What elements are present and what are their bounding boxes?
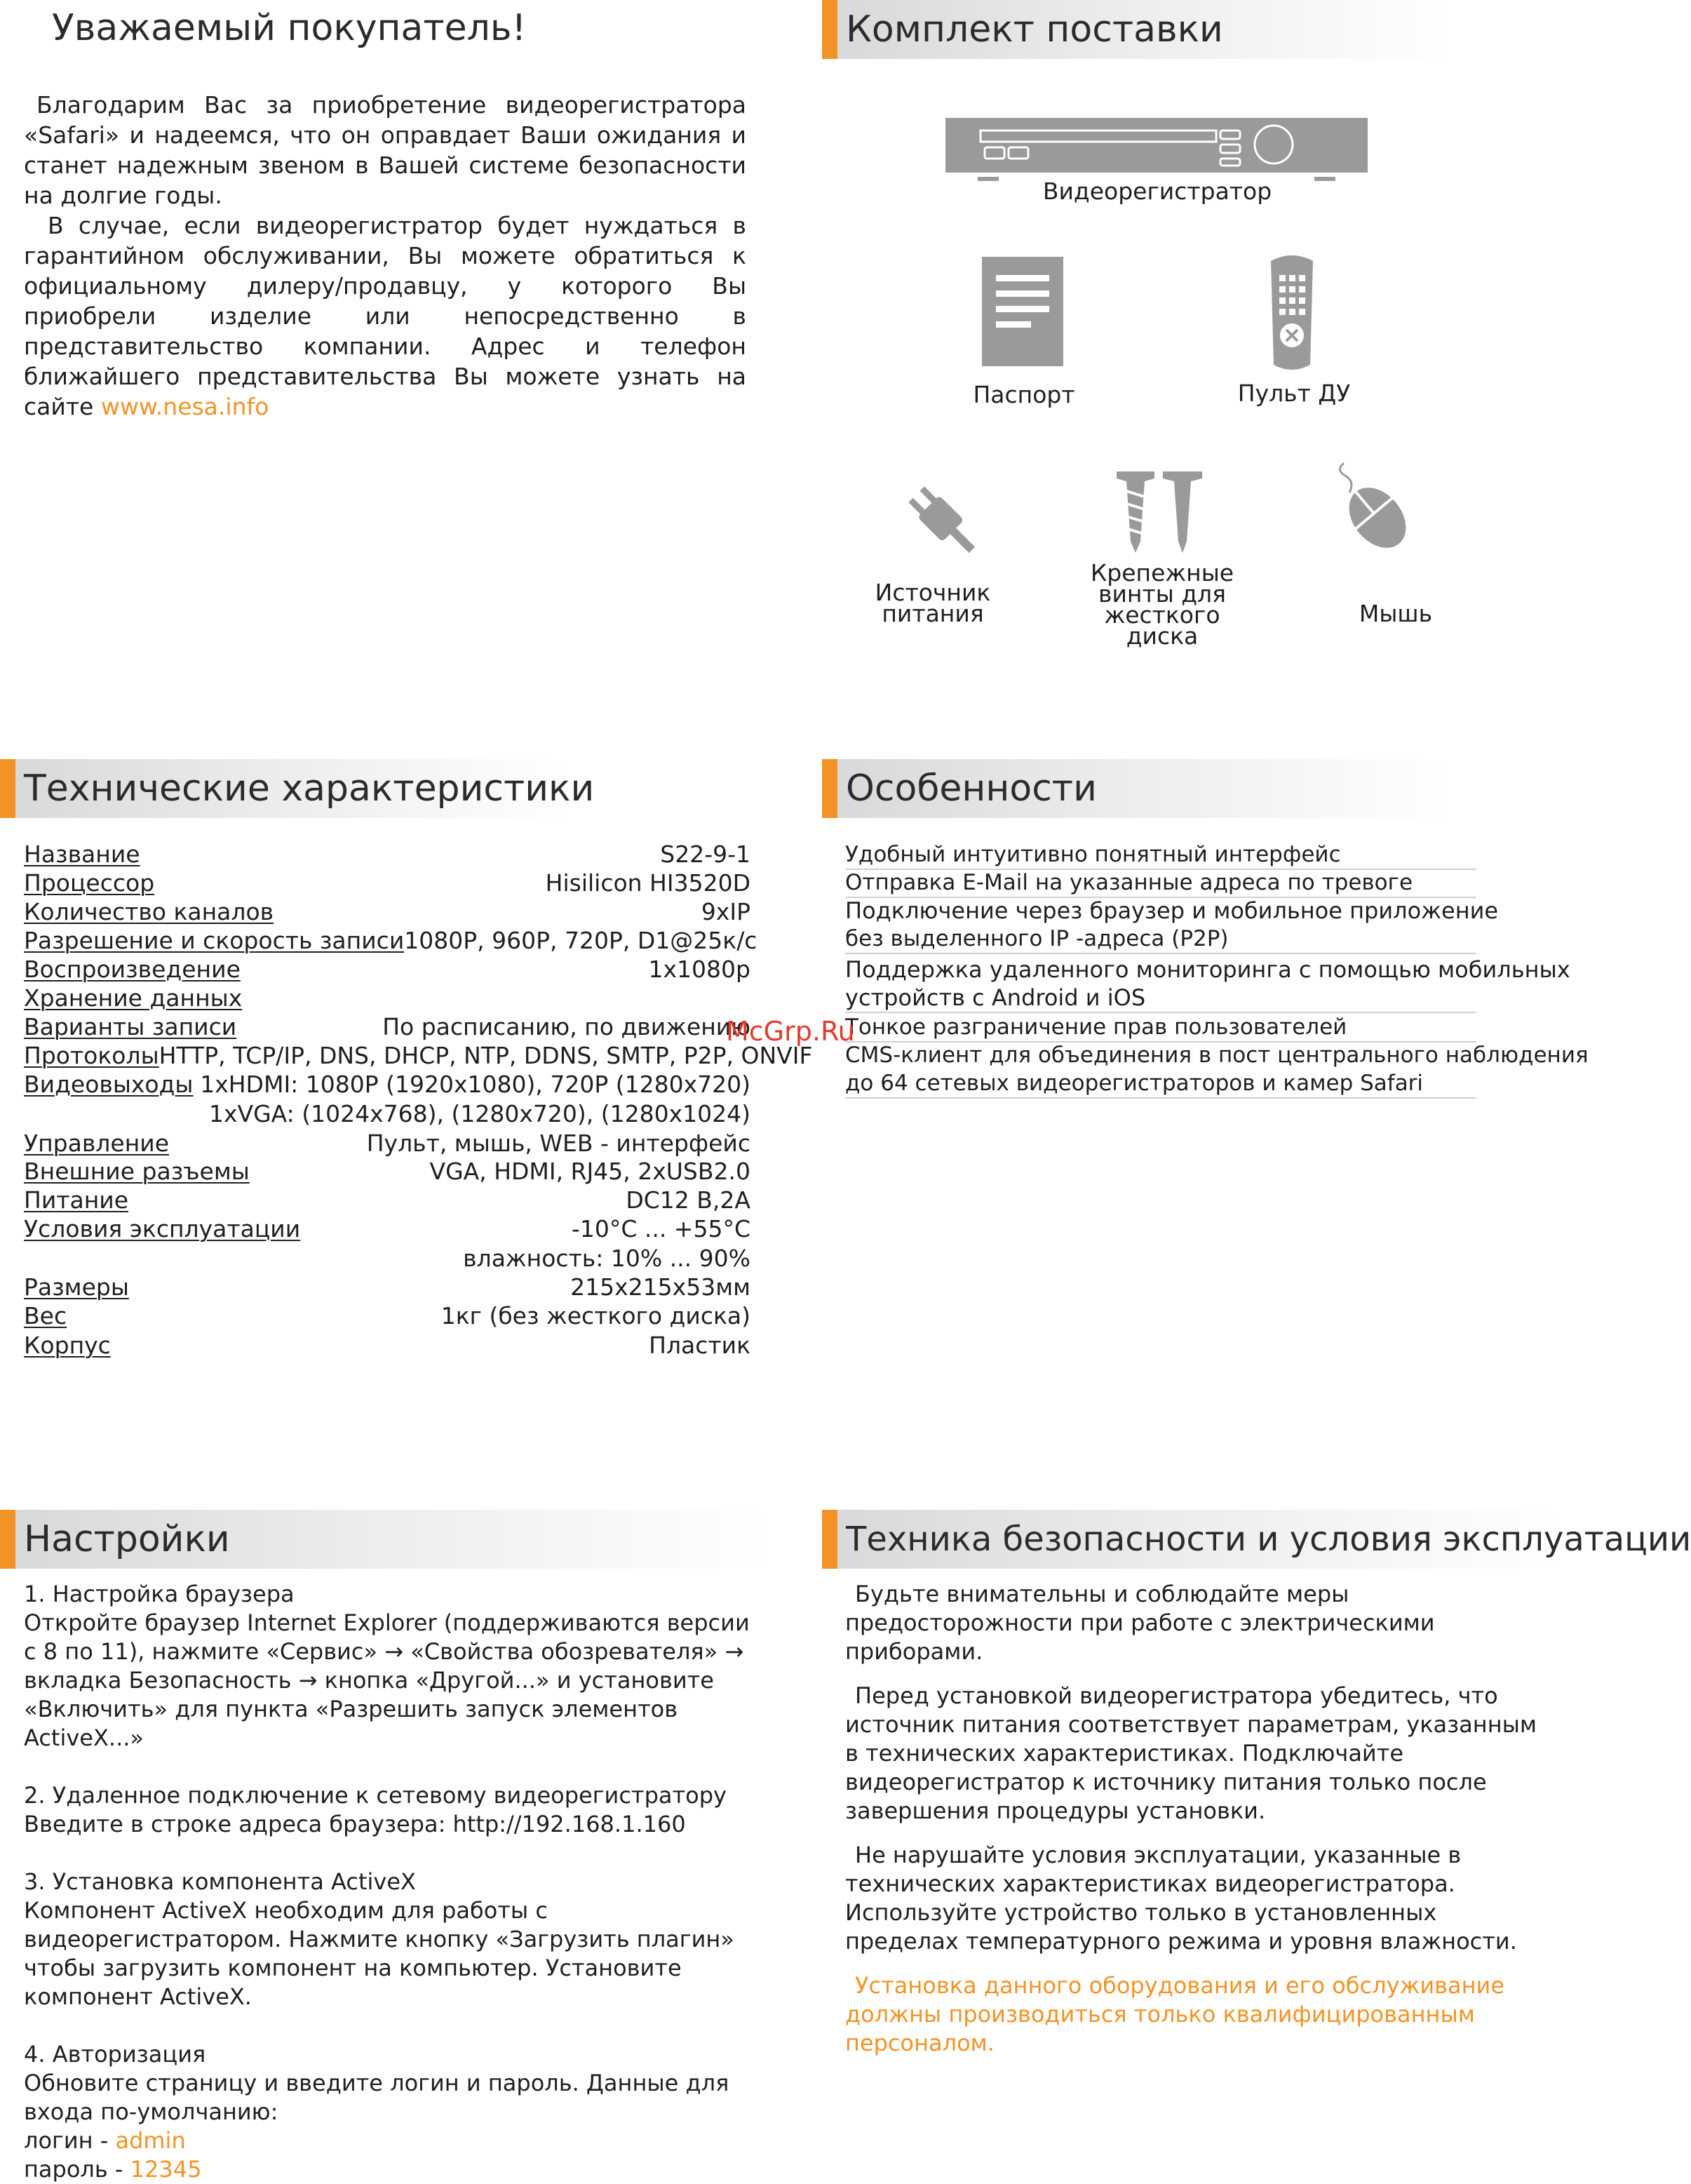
spec-label: Питание bbox=[24, 1186, 129, 1214]
spec-row bbox=[24, 984, 750, 1012]
kit-item-power-label: Источник питания bbox=[875, 579, 991, 627]
spec-label: Условия эксплуатации bbox=[24, 1215, 301, 1242]
safety-content bbox=[845, 1580, 1547, 2058]
feature-item: устройств с Android и iOS bbox=[845, 984, 1476, 1013]
feature-item: без выделенного IP -адреса (P2P) bbox=[845, 925, 1476, 954]
password-value: 12345 bbox=[130, 2156, 202, 2183]
spec-label: Управление bbox=[24, 1130, 170, 1157]
screws-icon bbox=[1114, 466, 1205, 557]
spec-value: 1xHDMI: 1080P (1920x1080), 720P (1280x720) bbox=[200, 1071, 750, 1098]
spec-row bbox=[24, 927, 757, 955]
spec-value: 215x215x53мм bbox=[570, 1273, 750, 1301]
feature-item: до 64 сетевых видеорегистраторов и камер Safari bbox=[845, 1069, 1476, 1099]
greeting-paragraph-2 bbox=[24, 210, 746, 422]
kit-item-remote-label: Пульт ДУ bbox=[1237, 380, 1351, 407]
spec-value: 1xVGA: (1024x768), (1280x720), (1280x1024) bbox=[209, 1100, 750, 1127]
spec-label: Протоколы bbox=[24, 1042, 159, 1069]
spec-row bbox=[24, 869, 750, 897]
spec-value: 9xIP bbox=[701, 898, 750, 925]
safety-heading: Техника безопасности и условия эксплуатации bbox=[822, 1510, 1565, 1569]
settings-step1-title: 1. Настройка браузера bbox=[24, 1581, 295, 1607]
spec-value: влажность: 10% ... 90% bbox=[463, 1245, 750, 1272]
feature-item: CMS-клиент для объединения в пост центрального наблюдения bbox=[845, 1043, 1589, 1068]
spec-label: Хранение данных bbox=[24, 984, 243, 1012]
login-line bbox=[24, 2126, 767, 2155]
spec-row bbox=[24, 1158, 750, 1186]
feature-item: Поддержка удаленного мониторинга с помощью мобильных bbox=[845, 956, 1570, 983]
settings-step1-text: Откройте браузер Internet Explorer (поддерживаются версии с 8 по 11), нажмите «Сервис» → «Свойства обозревателя» → вкладка Безопасность → кнопка «Другой...» и установите «Включить» для пункта «Разрешить запуск элементов ActiveX...» bbox=[24, 1609, 750, 1751]
spec-value: S22-9-1 bbox=[660, 840, 750, 868]
safety-paragraph-1: Будьте внимательны и соблюдайте меры предосторожности при работе с электрическими приборами. bbox=[845, 1581, 1435, 1665]
spec-value: Hisilicon HI3520D bbox=[545, 869, 750, 897]
spec-label: Видеовыходы bbox=[24, 1071, 194, 1098]
kit-item-passport-label: Паспорт bbox=[973, 381, 1075, 408]
spec-row bbox=[24, 1273, 750, 1301]
spec-value: -10°C ... +55°C bbox=[571, 1215, 750, 1242]
kit-heading: Комплект поставки bbox=[822, 0, 1453, 59]
spec-row bbox=[24, 1215, 750, 1243]
power-plug-icon bbox=[902, 480, 981, 561]
spec-label: Количество каналов bbox=[24, 898, 274, 925]
greeting-paragraph-1: Благодарим Вас за приобретение видеорегистратора «Safari» и надеемся, что он оправдает Ваши ожидания и станет надежным звеном в Вашей системе безопасности на долгие годы. bbox=[24, 91, 746, 209]
settings-step2-title: 2. Удаленное подключение к сетевому видеорегистратору bbox=[24, 1782, 727, 1809]
settings-step2-text: Введите в строке адреса браузера: http://192.168.1.160 bbox=[24, 1811, 686, 1837]
spec-row bbox=[24, 1302, 750, 1330]
greeting-text bbox=[24, 90, 746, 422]
spec-row bbox=[24, 956, 750, 984]
kit-item-screws-label: Крепежные винты для жесткого диска bbox=[1090, 559, 1234, 650]
spec-value: 1x1080p bbox=[648, 956, 750, 983]
feature-item: Тонкое разграничение прав пользователей bbox=[845, 1013, 1476, 1043]
spec-value: По расписанию, по движению bbox=[382, 1013, 750, 1040]
login-value: admin bbox=[115, 2127, 186, 2154]
safety-paragraph-4: Установка данного оборудования и его обслуживание должны производиться только квалифицированным персоналом. bbox=[845, 1972, 1504, 2056]
spec-label: Варианты записи bbox=[24, 1013, 237, 1040]
spec-label: Воспроизведение bbox=[24, 956, 241, 983]
spec-row bbox=[24, 840, 750, 869]
recorder-icon bbox=[945, 118, 1368, 184]
remote-icon bbox=[1268, 254, 1316, 375]
spec-label: Название bbox=[24, 840, 140, 868]
mouse-icon bbox=[1334, 460, 1415, 558]
spec-label: Размеры bbox=[24, 1273, 129, 1301]
feature-item: Удобный интуитивно понятный интерфейс bbox=[845, 840, 1476, 870]
spec-label: Процессор bbox=[24, 869, 155, 897]
feature-item: Подключение через браузер и мобильное приложение bbox=[845, 897, 1499, 924]
greeting-paragraph-2-text: В случае, если видеорегистратор будет нуждаться в гарантийном обслуживании, Вы можете обратиться к официальному дилеру/продавцу, у которого Вы приобрели изделие или непосредственно в представительство компании. Адрес и телефон ближайшего представительства Вы можете узнать на сайте bbox=[24, 212, 746, 420]
spec-row bbox=[24, 1042, 813, 1070]
spec-row bbox=[24, 1100, 750, 1128]
spec-value: Пластик bbox=[649, 1332, 750, 1359]
spec-value: 1кг (без жесткого диска) bbox=[440, 1302, 750, 1329]
password-line bbox=[24, 2155, 767, 2184]
spec-value: Пульт, мышь, WEB - интерфейс bbox=[366, 1130, 750, 1157]
passport-icon bbox=[982, 257, 1063, 369]
settings-step4-title: 4. Авторизация bbox=[24, 2041, 206, 2068]
specs-heading: Технические характеристики bbox=[0, 759, 575, 818]
greeting-title: Уважаемый покупатель! bbox=[52, 7, 527, 49]
spec-label: Разрешение и скорость записи bbox=[24, 927, 405, 954]
spec-value: 1080P, 960P, 720P, D1@25к/с bbox=[404, 927, 757, 954]
settings-step3-text: Компонент ActiveX необходим для работы с видеорегистратором. Нажмите кнопку «Загрузить плагин» чтобы загрузить компонент на компьютер. Установите компонент ActiveX. bbox=[24, 1897, 734, 2010]
spec-label: Корпус bbox=[24, 1332, 111, 1359]
spec-row bbox=[24, 1186, 750, 1214]
settings-step4-text: Обновите страницу и введите логин и пароль. Данные для входа по-умолчанию: bbox=[24, 2070, 729, 2125]
spec-value: VGA, HDMI, RJ45, 2xUSB2.0 bbox=[429, 1158, 750, 1185]
spec-row bbox=[24, 1332, 750, 1360]
spec-row bbox=[24, 1013, 750, 1041]
spec-row bbox=[24, 1130, 750, 1158]
spec-value: HTTP, TCP/IP, DNS, DHCP, NTP, DDNS, SMTP, P2P, ONVIF bbox=[159, 1042, 813, 1069]
watermark: McGrp.Ru bbox=[726, 1016, 855, 1047]
spec-row bbox=[24, 1245, 750, 1273]
feature-item: Отправка E-Mail на указанные адреса по тревоге bbox=[845, 869, 1476, 898]
spec-value: DC12 В,2А bbox=[626, 1186, 750, 1214]
settings-heading: Настройки bbox=[0, 1510, 772, 1569]
kit-item-recorder-label: Видеорегистратор bbox=[1042, 177, 1272, 205]
password-label: пароль - bbox=[24, 2156, 130, 2183]
website-link[interactable]: www.nesa.info bbox=[100, 393, 269, 420]
spec-row bbox=[24, 898, 750, 926]
kit-item-mouse-label: Мышь bbox=[1359, 600, 1433, 627]
spec-row bbox=[24, 1071, 750, 1099]
spec-label: Вес bbox=[24, 1302, 67, 1329]
safety-paragraph-3: Не нарушайте условия эксплуатации, указанные в технических характеристиках видеорегистратора. Используйте устройство только в установленных пределах температурного режима и уровня влажности. bbox=[845, 1842, 1517, 1955]
spec-label: Внешние разъемы bbox=[24, 1158, 250, 1185]
safety-paragraph-2: Перед установкой видеорегистратора убедитесь, что источник питания соответствует параметрам, указанным в технических характеристиках. Подключайте видеорегистратор к источнику питания только после завершения процедуры установки. bbox=[845, 1682, 1537, 1824]
login-label: логин - bbox=[24, 2127, 116, 2154]
settings-step3-title: 3. Установка компонента ActiveX bbox=[24, 1868, 416, 1895]
features-heading: Особенности bbox=[822, 759, 1453, 818]
settings-content bbox=[24, 1580, 767, 2184]
